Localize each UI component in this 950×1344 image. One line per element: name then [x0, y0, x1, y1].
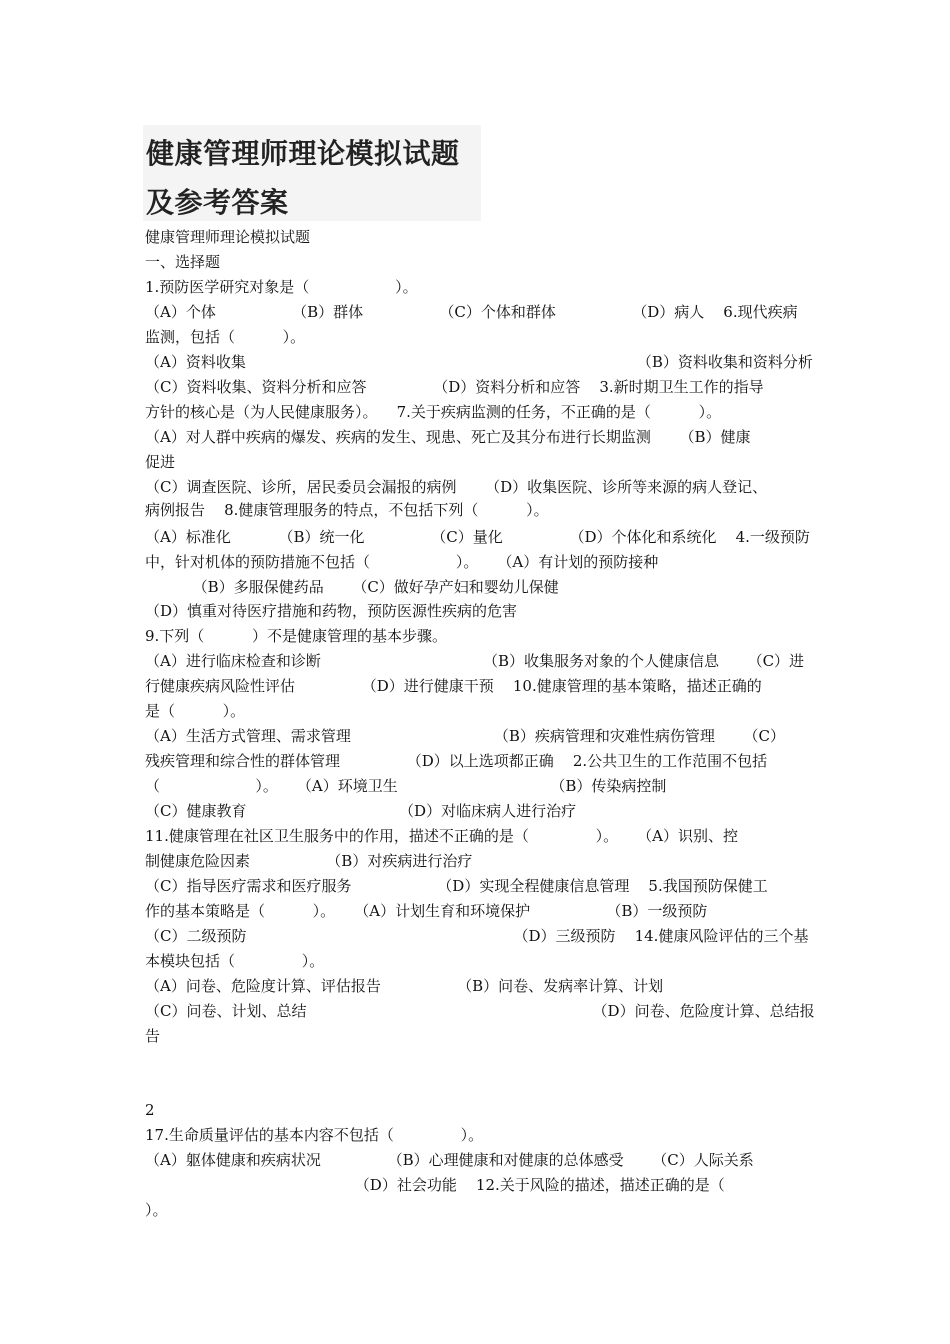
- question-line: （A）对人群中疾病的爆发、疾病的发生、现患、死亡及其分布进行长期监测 （B）健康: [145, 428, 751, 446]
- title-block: [143, 125, 481, 221]
- document-title-line-1: 健康管理师理论模拟试题: [146, 137, 460, 170]
- question-line: ）。: [145, 1201, 168, 1219]
- question-line: 残疾管理和综合性的群体管理 （D）以上选项都正确 2.公共卫生的工作范围不包括: [145, 752, 768, 770]
- question-line: 制健康危险因素 （B）对疾病进行治疗: [145, 852, 473, 870]
- question-line: （C）资料收集、资料分析和应答 （D）资料分析和应答 3.新时期卫生工作的指导: [145, 378, 764, 396]
- question-line: 方针的核心是（为人民健康服务）。 7.关于疾病监测的任务，不正确的是（ ）。: [145, 403, 722, 421]
- question-line: 1.预防医学研究对象是（ ）。: [145, 278, 418, 296]
- document-title-line-2: 及参考答案: [146, 186, 289, 219]
- section-heading: 一、选择题: [145, 253, 221, 271]
- question-line: （D）慎重对待医疗措施和药物，预防医源性疾病的危害: [145, 602, 518, 620]
- question-line: （A）问卷、危险度计算、评估报告 （B）问卷、发病率计算、计划: [145, 977, 664, 995]
- question-line: （C）健康教育 （D）对临床病人进行治疗: [145, 802, 577, 820]
- question-line: （B）多服保健药品 （C）做好孕产妇和婴幼儿保健: [145, 578, 559, 596]
- subtitle-line: 健康管理师理论模拟试题: [145, 228, 311, 246]
- question-line: 行健康疾病风险性评估 （D）进行健康干预 10.健康管理的基本策略，描述正确的: [145, 677, 762, 695]
- question-line: 中，针对机体的预防措施不包括（ ）。 （A）有计划的预防接种: [145, 553, 659, 571]
- question-line: （C）指导医疗需求和医疗服务 （D）实现全程健康信息管理 5.我国预防保健工: [145, 877, 768, 895]
- question-line: （A）进行临床检查和诊断 （B）收集服务对象的个人健康信息 （C）进: [145, 652, 805, 670]
- question-line: 作的基本策略是（ ）。 （A）计划生育和环境保护 （B）一级预防: [145, 902, 708, 920]
- question-line: （ ）。 （A）环境卫生 （B）传染病控制: [145, 777, 667, 795]
- question-line: 病例报告 8.健康管理服务的特点，不包括下列（ ）。: [145, 501, 549, 519]
- question-line: 17.生命质量评估的基本内容不包括（ ）。: [145, 1126, 484, 1144]
- question-line: 促进: [145, 453, 176, 471]
- question-line: （A）生活方式管理、需求管理 （B）疾病管理和灾难性病伤管理 （C）: [145, 727, 785, 745]
- question-line: （C）调查医院、诊所，居民委员会漏报的病例 （D）收集医院、诊所等来源的病人登记、: [145, 478, 768, 496]
- question-line: （A）标准化 （B）统一化 （C）量化 （D）个体化和系统化 4.一级预防: [145, 528, 810, 546]
- question-line: （D）社会功能 12.关于风险的描述，描述正确的是（: [145, 1176, 725, 1194]
- question-line: （C）问卷、计划、总结 （D）问卷、危险度计算、总结报: [145, 1002, 815, 1020]
- question-line: 本模块包括（ ）。: [145, 952, 325, 970]
- question-line: 9.下列（ ）不是健康管理的基本步骤。: [145, 627, 447, 645]
- question-line: 监测，包括（ ）。: [145, 328, 306, 346]
- page-number: 2: [145, 1101, 155, 1119]
- question-line: 告: [145, 1027, 161, 1045]
- question-line: 是（ ）。: [145, 702, 246, 720]
- question-line: 11.健康管理在社区卫生服务中的作用，描述不正确的是（ ）。 （A）识别、控: [145, 827, 739, 845]
- question-line: （C）二级预防 （D）三级预防 14.健康风险评估的三个基: [145, 927, 809, 945]
- question-line: （A）躯体健康和疾病状况 （B）心理健康和对健康的总体感受 （C）人际关系: [145, 1151, 754, 1169]
- question-line: （A）个体 （B）群体 （C）个体和群体 （D）病人 6.现代疾病: [145, 303, 798, 321]
- question-line: （A）资料收集 （B）资料收集和资料分析: [145, 353, 813, 371]
